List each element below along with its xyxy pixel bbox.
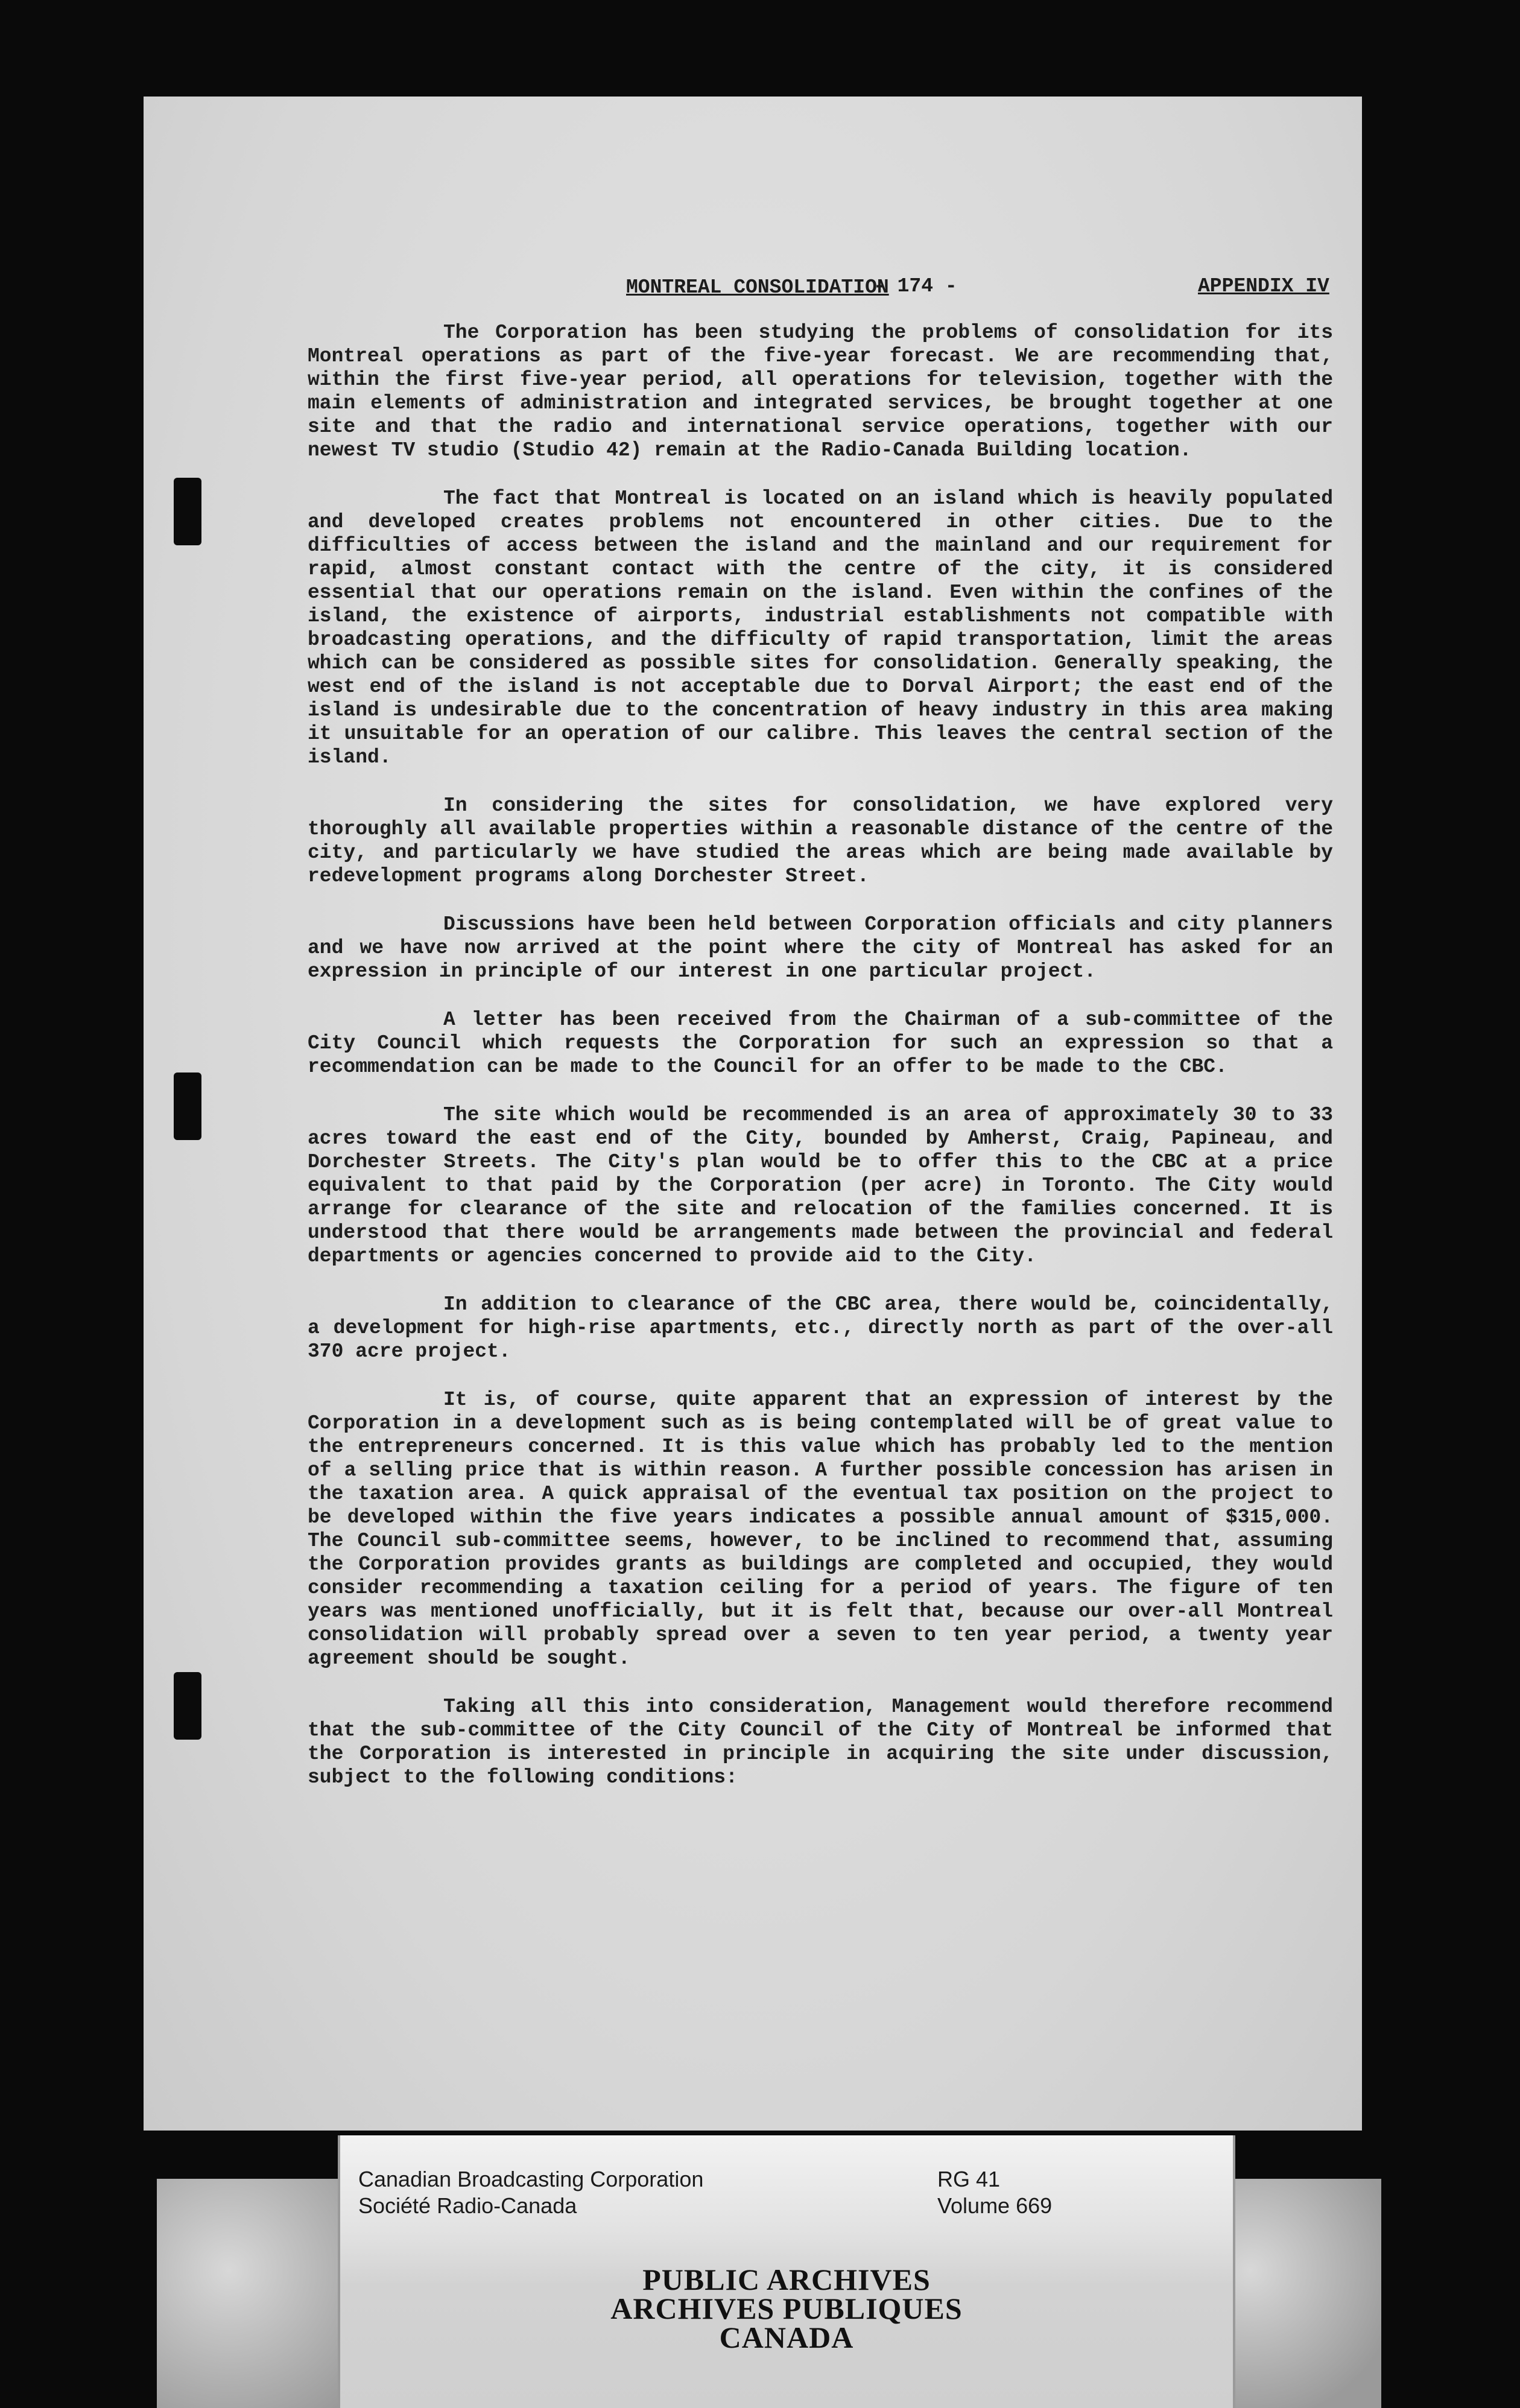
page-number: - 174 - bbox=[873, 275, 957, 297]
paragraph: A letter has been received from the Chairman of a sub-committee of the City Council which requests the Corporation for such an expression so that a recommendation can be made to the Council for an offer to be made to the CBC. bbox=[308, 1009, 1333, 1078]
archive-name-french: ARCHIVES PUBLIQUES bbox=[610, 2292, 963, 2325]
organization-french: Société Radio-Canada bbox=[358, 2193, 577, 2218]
record-group: RG 41 bbox=[937, 2167, 1001, 2191]
paragraph: It is, of course, quite apparent that an expression of interest by the Corporation in a development such as is being contemplated will be of great value to the entrepreneurs concerned. It is this value which has probably led to the mention of a selling price that is within reason. A further possible concession has arisen in the taxation area. A quick appraisal of the eventual tax position on the project to be developed within the five years indicates a possible annual amount of $315,000. The Council sub-committee seems, however, to be inclined to recommend that, assuming the Corporation provides grants as buildings are completed and occupied, they would consider recommending a taxation ceiling for a period of years. The figure of ten years was mentioned unofficially, but it is felt that, because our over-all Montreal consolidation will probably spread over a seven to ten year period, a twenty year agreement should be sought. bbox=[308, 1389, 1333, 1670]
paragraph: The fact that Montreal is located on an island which is heavily populated and developed creates problems not encountered in other cities. Due to the difficulties of access between the island and the mainland and our requirement for rapid, almost constant contact with the centre of the city, it is considered essential that our operations remain on the island. Even within the confines of the island, the existence of airports, industrial establishments not compatible with broadcasting operations, and the difficulty of rapid transportation, limit the areas which can be considered as possible sites for consolidation. Generally speaking, the west end of the island is not acceptable due to Dorval Airport; the east end of the island is undesirable due to the concentration of heavy industry in this area making it unsuitable for an operation of our calibre. This leaves the central section of the island. bbox=[308, 487, 1333, 768]
paragraph: The Corporation has been studying the problems of consolidation for its Montreal operations as part of the five-year forecast. We are recommending that, within the first five-year period, all operations for television, together with the main elements of administration and integrated services, be brought together at one site and that the radio and international service operations, together with our newest TV studio (Studio 42) remain at the Radio-Canada Building location. bbox=[308, 322, 1333, 461]
paragraph: In considering the sites for consolidation, we have explored very thoroughly all available properties within a reasonable distance of the centre of the city, and particularly we have studied the areas which are being made available by redevelopment programs along Dorchester Street. bbox=[308, 794, 1333, 887]
paragraph: In addition to clearance of the CBC area, there would be, coincidentally, a development for high-rise apartments, etc., directly north as part of the over-all 370 acre project. bbox=[308, 1293, 1333, 1363]
paragraph: Taking all this into consideration, Management would therefore recommend that the sub-committee of the City Council of the City of Montreal be informed that the Corporation is interested in principle in acquiring the site under discussion, subject to the following conditions: bbox=[308, 1696, 1333, 1789]
appendix-label: APPENDIX IV bbox=[1198, 275, 1329, 297]
archive-name-english: PUBLIC ARCHIVES bbox=[642, 2263, 931, 2296]
paragraph: The site which would be recommended is an area of approximately 30 to 33 acres toward the east end of the City, bounded by Amherst, Craig, Papineau, and Dorchester Streets. The City's plan would be to offer this to the CBC at a price equivalent to that paid by the Corporation (per acre) in Toronto. The City would arrange for clearance of the site and relocation of the families concerned. It is understood that there would be arrangements made between the provincial and federal departments or agencies concerned to provide aid to the City. bbox=[308, 1104, 1333, 1267]
body-text bbox=[308, 321, 1333, 1814]
registration-mark bbox=[174, 1672, 201, 1740]
registration-mark bbox=[174, 478, 201, 545]
archive-country: CANADA bbox=[719, 2321, 854, 2354]
registration-mark bbox=[174, 1073, 201, 1140]
document-title: MONTREAL CONSOLIDATION bbox=[626, 276, 889, 299]
volume-number: Volume 669 bbox=[937, 2193, 1053, 2218]
paragraph: Discussions have been held between Corporation officials and city planners and we have now arrived at the point where the city of Montreal has asked for an expression in principle of our interest in one particular project. bbox=[308, 913, 1333, 983]
organization-english: Canadian Broadcasting Corporation bbox=[358, 2167, 704, 2191]
archive-label-card bbox=[338, 2135, 1235, 2408]
